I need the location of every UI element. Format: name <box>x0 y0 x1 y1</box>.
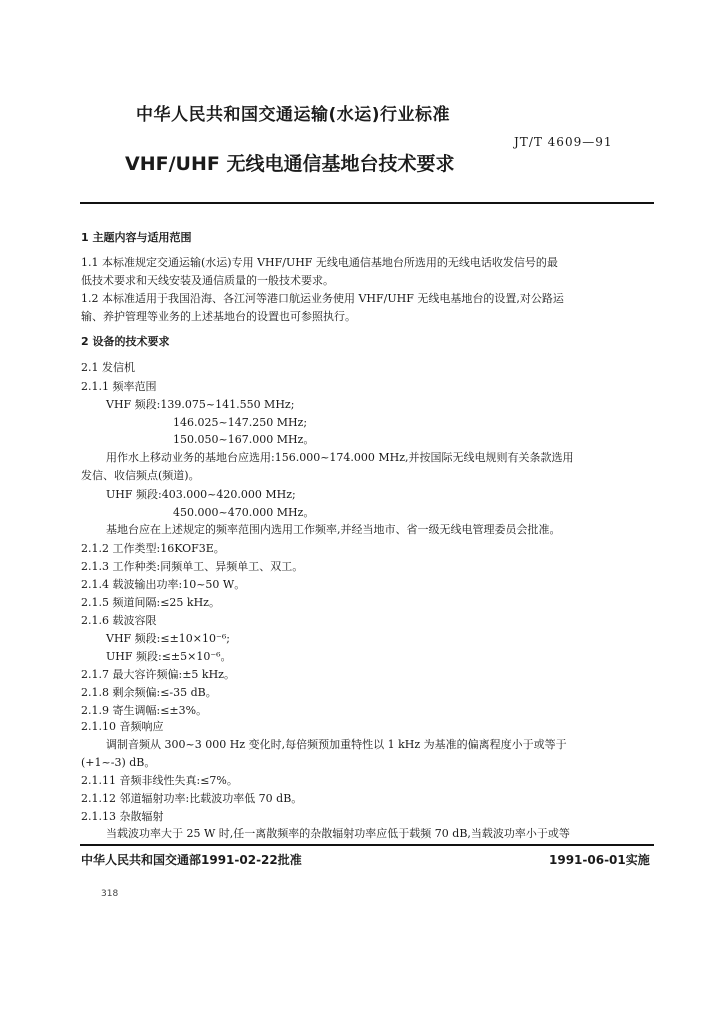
clause-heading: 2.1.6 载波容限 <box>81 614 157 627</box>
paragraph-line: 用作水上移动业务的基地台应选用:156.000~174.000 MHz,并按国际无线电规则有关条款选用 <box>106 451 574 464</box>
clause-heading: 2.1 发信机 <box>81 361 135 374</box>
paragraph-line: 调制音频从 300~3 000 Hz 变化时,每倍频预加重特性以 1 kHz 为基准的偏离程度小于或等于 <box>106 738 567 751</box>
paragraph-line: 输、养护管理等业务的上述基地台的设置也可参照执行。 <box>81 310 356 323</box>
clause-heading: 2.1.10 音频响应 <box>81 720 164 733</box>
tolerance-line: VHF 频段:≤±10×10⁻⁶; <box>106 632 230 645</box>
clause-heading: 2.1.1 频率范围 <box>81 380 157 393</box>
frequency-range: VHF 频段:139.075~141.550 MHz; <box>106 398 295 411</box>
clause-line: 2.1.5 频道间隔:≤25 kHz。 <box>81 596 220 609</box>
header-divider <box>80 202 654 204</box>
clause-heading: 2.1.13 杂散辐射 <box>81 810 164 823</box>
clause-line: 2.1.3 工作种类:同频单工、异频单工、双工。 <box>81 560 304 573</box>
footer-divider <box>80 844 654 846</box>
section-heading: 1 主题内容与适用范围 <box>81 231 192 244</box>
clause-line: 2.1.8 剩余频偏:≤-35 dB。 <box>81 686 217 699</box>
frequency-range: 450.000~470.000 MHz。 <box>173 506 315 519</box>
clause-line: 2.1.4 载波输出功率:10~50 W。 <box>81 578 246 591</box>
clause-line: 2.1.11 音频非线性失真:≤7%。 <box>81 774 238 787</box>
paragraph-line: 基地台应在上述规定的频率范围内选用工作频率,并经当地市、省一级无线电管理委员会批准。 <box>106 523 561 536</box>
clause-line: 2.1.2 工作类型:16KOF3E。 <box>81 542 225 555</box>
paragraph-line: (+1~-3) dB。 <box>81 756 156 769</box>
section-heading: 2 设备的技术要求 <box>81 335 170 348</box>
effective-date: 1991-06-01实施 <box>549 853 650 867</box>
page-number: 318 <box>101 889 119 899</box>
clause-line: 2.1.7 最大容许频偏:±5 kHz。 <box>81 668 235 681</box>
frequency-range: 150.050~167.000 MHz。 <box>173 433 315 446</box>
paragraph-line: 低技术要求和天线安装及通信质量的一般技术要求。 <box>81 274 334 287</box>
paragraph-line: 发信、收信频点(频道)。 <box>81 469 200 482</box>
clause-line: 2.1.9 寄生调幅:≤±3%。 <box>81 704 208 717</box>
paragraph-line: 1.1 本标准规定交通运输(水运)专用 VHF/UHF 无线电通信基地台所选用的无线电话收发信号的最 <box>81 256 558 269</box>
frequency-range: UHF 频段:403.000~420.000 MHz; <box>106 488 296 501</box>
paragraph-line: 1.2 本标准适用于我国沿海、各江河等港口航运业务使用 VHF/UHF 无线电基地台的设置,对公路运 <box>81 292 564 305</box>
paragraph-line: 当载波功率大于 25 W 时,任一离散频率的杂散辐射功率应低于载频 70 dB,当载波功率小于或等 <box>106 827 570 840</box>
approval-date: 中华人民共和国交通部1991-02-22批准 <box>81 853 302 867</box>
standard-code: JT/T 4609—91 <box>514 135 613 149</box>
tolerance-line: UHF 频段:≤±5×10⁻⁶。 <box>106 650 232 663</box>
clause-line: 2.1.12 邻道辐射功率:比载波功率低 70 dB。 <box>81 792 303 805</box>
document-title: VHF/UHF 无线电通信基地台技术要求 <box>125 153 455 175</box>
frequency-range: 146.025~147.250 MHz; <box>173 416 308 429</box>
standard-name: 中华人民共和国交通运输(水运)行业标准 <box>136 105 451 125</box>
